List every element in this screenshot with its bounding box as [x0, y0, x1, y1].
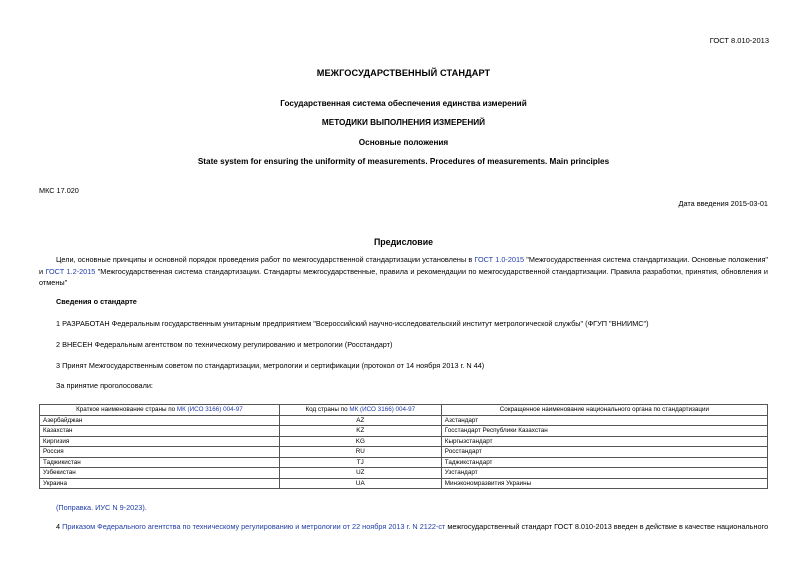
table-header-row: [40, 405, 768, 416]
foreword-text-2: "Межгосударственная система стандартизации. Основные положения" и: [39, 255, 768, 276]
country-cell: Украина: [40, 478, 280, 489]
standard-name: МЕТОДИКИ ВЫПОЛНЕНИЯ ИЗМЕРЕНИЙ: [321, 118, 486, 127]
mk-iso-link[interactable]: МК (ИСО 3166) 004-97: [176, 406, 243, 413]
body-cell: Госстандарт Республики Казахстан: [441, 426, 767, 437]
table-row: [40, 415, 768, 426]
amendment-link[interactable]: (Поправка. ИУС N 9-2023).: [56, 503, 147, 512]
body-cell: Минэкономразвития Украины: [441, 478, 767, 489]
foreword-text-1: Цели, основные принципы и основной порядок проведения работ по межгосударственной стандартизации установлены в: [56, 255, 475, 264]
info-item-enacted-text: межгосударственный стандарт ГОСТ 8.010-2013 введен в действие в качестве национального: [445, 522, 769, 531]
english-title: State system for ensuring the uniformity of measurements. Procedures of measurements. Main principles: [197, 157, 610, 166]
info-item-developed: 1 РАЗРАБОТАН Федеральным государственным унитарным предприятием "Всероссийский научно-исследовательский институт метрологической службы" (ФГУП "ВНИИМС"): [56, 319, 649, 328]
voted-label: За принятие проголосовали:: [56, 381, 153, 390]
country-cell: Таджикистан: [40, 457, 280, 468]
countries-table: [39, 404, 768, 489]
info-item-enacted: [56, 522, 768, 531]
column-header-country-text: Краткое наименование страны по: [76, 406, 177, 413]
info-item-submitted: 2 ВНЕСЕН Федеральным агентством по техническому регулированию и метрологии (Росстандарт): [56, 340, 393, 349]
code-cell: UA: [279, 478, 441, 489]
country-cell: Россия: [40, 447, 280, 458]
code-cell: AZ: [279, 415, 441, 426]
code-cell: KG: [279, 436, 441, 447]
standard-info-heading: Сведения о стандарте: [56, 297, 137, 306]
code-cell: KZ: [279, 426, 441, 437]
gost-1-0-link[interactable]: ГОСТ 1.0-2015: [474, 255, 525, 264]
table-row: [40, 426, 768, 437]
document-code: ГОСТ 8.010-2013: [709, 36, 769, 45]
body-cell: Азстандарт: [441, 415, 767, 426]
table-row: [40, 478, 768, 489]
body-cell: Таджикстандарт: [441, 457, 767, 468]
body-cell: Узстандарт: [441, 468, 767, 479]
column-header-body: Сокращенное наименование национального органа по стандартизации: [441, 405, 767, 416]
gost-1-2-link[interactable]: ГОСТ 1.2-2015: [45, 266, 96, 276]
country-cell: Киргизия: [40, 436, 280, 447]
column-header-code-text: Код страны по: [305, 406, 350, 413]
column-header-code: [279, 405, 441, 416]
order-link[interactable]: Приказом Федерального агентства по техническому регулированию и метрологии от 22 ноября 2013 г. N 2122-ст: [62, 522, 446, 531]
country-cell: Казахстан: [40, 426, 280, 437]
standard-subtitle: Основные положения: [358, 138, 449, 147]
table-row: [40, 457, 768, 468]
code-cell: TJ: [279, 457, 441, 468]
body-cell: Росстандарт: [441, 447, 767, 458]
mk-iso-link[interactable]: МК (ИСО 3166) 004-97: [349, 406, 416, 413]
foreword-paragraph: [39, 254, 768, 289]
info-item-adopted: 3 Принят Межгосударственным советом по стандартизации, метрологии и сертификации (протокол от 14 ноября 2013 г. N 44): [56, 361, 485, 370]
code-cell: UZ: [279, 468, 441, 479]
body-cell: Кыргызстандарт: [441, 436, 767, 447]
standard-type-title: МЕЖГОСУДАРСТВЕННЫЙ СТАНДАРТ: [316, 68, 491, 78]
mks-code: МКС 17.020: [39, 186, 79, 195]
table-row: [40, 468, 768, 479]
column-header-country: [40, 405, 280, 416]
country-cell: Азербайджан: [40, 415, 280, 426]
foreword-text-3: "Межгосударственная система стандартизации. Стандарты межгосударственные, правила и рекомендации по межгосударственной стандартизации. Правила разработки, принятия, обновления и отмены": [39, 266, 769, 287]
foreword-heading: Предисловие: [373, 237, 434, 247]
system-title: Государственная система обеспечения единства измерений: [280, 99, 527, 108]
country-cell: Узбекистан: [40, 468, 280, 479]
code-cell: RU: [279, 447, 441, 458]
info-item-enacted-number: 4: [56, 522, 63, 531]
table-row: [40, 447, 768, 458]
introduction-date: Дата введения 2015-03-01: [678, 199, 768, 208]
table-row: [40, 436, 768, 447]
